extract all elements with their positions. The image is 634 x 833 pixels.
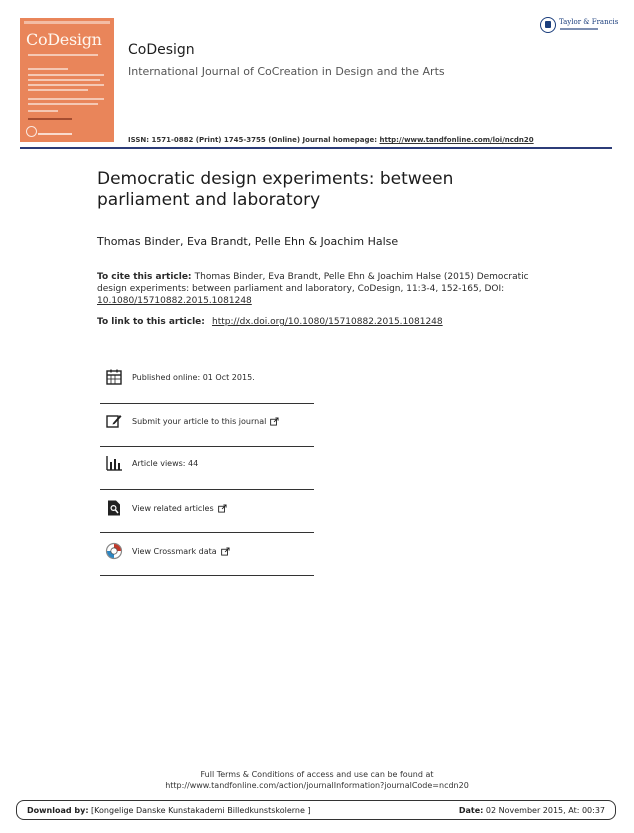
download-label: Download by: [27,806,89,815]
bar-chart-icon [105,454,123,472]
related-articles-label: View related articles [132,504,214,513]
issn-text: ISSN: 1571-0882 (Print) 1745-3755 (Online) Journal homepage: [128,136,380,144]
terms-url-link[interactable]: http://www.tandfonline.com/action/journalInformation?journalCode=ncdn20 [165,781,469,790]
publisher-seal-icon [540,17,556,33]
publisher-logo [540,16,619,38]
search-document-icon [105,499,123,517]
external-link-icon [221,547,230,556]
action-divider [100,575,314,576]
cite-label: To cite this article: [97,272,195,282]
related-articles-link[interactable] [100,493,314,523]
submit-article-link[interactable] [100,406,314,436]
article-views-label: Article views: 44 [132,459,199,468]
crossmark-label: View Crossmark data [132,547,217,556]
action-divider [100,532,314,533]
action-divider [100,446,314,447]
date-value: 02 November 2015, At: 00:37 [483,806,605,815]
external-link-icon [270,417,279,426]
crossmark-icon [105,542,123,560]
citation-block [97,271,537,307]
action-divider [100,403,314,404]
cite-text: Thomas Binder, Eva Brandt, Pelle Ehn & Joachim Halse (2015) Democratic design experiments: between parliament and laboratory, CoDesign, 11:3-4, 152-165, DOI: [97,272,529,294]
download-info-box [16,800,616,820]
calendar-icon [105,368,123,386]
download-value: [Kongelige Danske Kunstakademi Billedkunstskolerne ] [88,806,311,815]
header-divider [20,147,612,149]
submit-article-label: Submit your article to this journal [132,417,267,426]
article-views-row [100,448,314,478]
publisher-name: Taylor & Francis [559,18,619,26]
terms-line: Full Terms & Conditions of access and use can be found at [200,770,434,779]
journal-name[interactable]: CoDesign [128,42,195,58]
published-online-row [100,362,314,392]
cover-title: CoDesign [26,30,102,49]
link-block [97,317,443,327]
journal-subtitle: International Journal of CoCreation in Design and the Arts [128,65,445,78]
journal-homepage-link[interactable]: http://www.tandfonline.com/loi/ncdn20 [379,136,534,144]
action-divider [100,489,314,490]
date-label: Date: [458,806,484,815]
edit-icon [105,412,123,430]
cite-doi-link[interactable]: 10.1080/15710882.2015.1081248 [97,296,252,306]
article-authors: Thomas Binder, Eva Brandt, Pelle Ehn & Joachim Halse [97,235,399,248]
external-link-icon [218,504,227,513]
link-label: To link to this article: [97,317,209,327]
article-title: Democratic design experiments: between parliament and laboratory [97,169,454,210]
crossmark-link[interactable] [100,536,314,566]
journal-cover-image [20,18,114,142]
issn-line [128,136,534,144]
published-online-label: Published online: 01 Oct 2015. [132,373,255,382]
article-doi-link[interactable]: http://dx.doi.org/10.1080/15710882.2015.1081248 [212,317,443,327]
